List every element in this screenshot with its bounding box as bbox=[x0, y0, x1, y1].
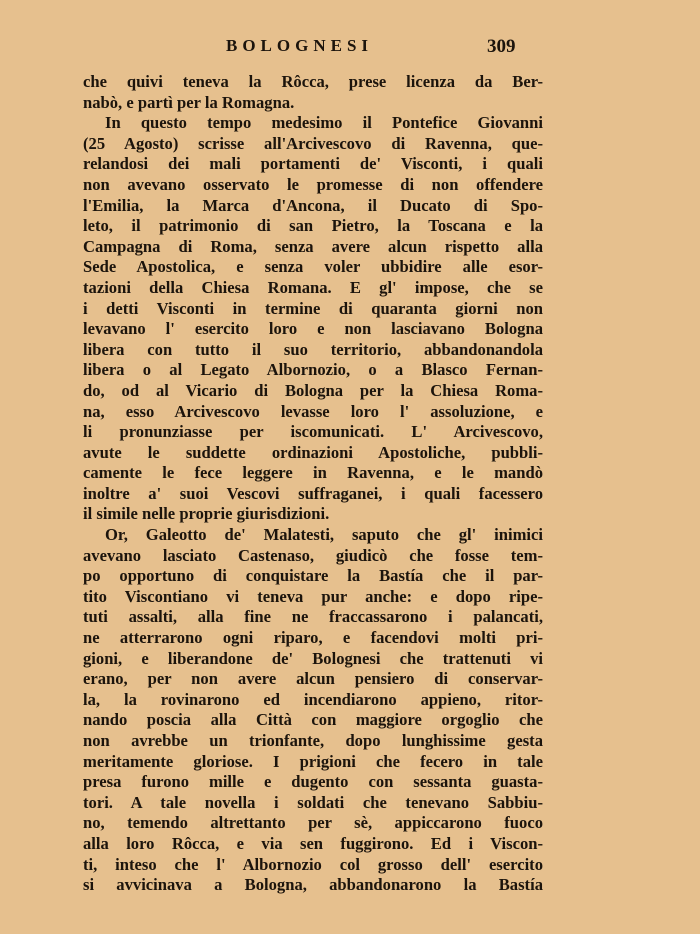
text-line: do, od al Vicario di Bologna per la Chiesa Roma- bbox=[83, 380, 543, 400]
text-line: tuti assalti, alla fine ne fraccassarono i palancati, bbox=[83, 607, 543, 627]
text-line: nando poscia alla Città con maggiore orgoglio che bbox=[83, 710, 543, 730]
text-line: non avrebbe un trionfante, dopo lunghissime gesta bbox=[83, 731, 543, 750]
text-line: tito Viscontiano vi teneva pur anche: e dopo ripe- bbox=[83, 586, 543, 606]
text-line: meritamente gloriose. I prigioni che fecero in tale bbox=[83, 751, 543, 771]
text-line: Sede Apostolica, e senza voler ubbidire alle esor- bbox=[83, 257, 543, 277]
text-line: avute le suddette ordinazioni Apostoliche, pubbli- bbox=[83, 442, 543, 462]
text-line: che quivi teneva la Rôcca, prese licenza da Ber- bbox=[83, 72, 543, 91]
text-line: In questo tempo medesimo il Pontefice Giovanni bbox=[105, 113, 543, 133]
text-line: gioni, e liberandone de' Bolognesi che trattenuti vi bbox=[83, 648, 543, 668]
text-line: (25 Agosto) scrisse all'Arcivescovo di Ravenna, que- bbox=[83, 133, 543, 153]
text-line: na, esso Arcivescovo levasse loro l' assoluzione, e bbox=[83, 401, 543, 421]
text-line: relandosi dei mali portamenti de' Visconti, i quali bbox=[83, 154, 543, 174]
text-line: si avvicinava a Bologna, abbandonarono la Bastía bbox=[83, 875, 543, 895]
text-line: li pronunziasse per iscomunicati. L' Arcivescovo, bbox=[83, 422, 543, 442]
text-line: il simile nelle proprie giurisdizioni. bbox=[83, 504, 330, 524]
text-line: alla loro Rôcca, e via sen fuggirono. Ed i Viscon- bbox=[83, 833, 543, 853]
text-line: avevano lasciato Castenaso, giudicò che fosse tem- bbox=[83, 545, 543, 565]
text-line: l'Emilia, la Marca d'Ancona, il Ducato di Spo- bbox=[83, 195, 543, 215]
text-line: ti, inteso che l' Albornozio col grosso dell' esercito bbox=[83, 854, 543, 874]
text-line: inoltre a' suoi Vescovi suffraganei, i quali facessero bbox=[83, 483, 543, 503]
text-line: presa furono mille e dugento con sessanta guasta- bbox=[83, 772, 543, 792]
text-line: nabò, e partì per la Romagna. bbox=[83, 92, 295, 112]
text-line: camente le fece leggere in Ravenna, e le mandò bbox=[83, 463, 543, 483]
text-line: i detti Visconti in termine di quaranta giorni non bbox=[83, 298, 543, 318]
text-line: no, temendo altrettanto per sè, appiccarono fuoco bbox=[83, 813, 543, 833]
text-line: po opportuno di conquistare la Bastía che il par- bbox=[83, 566, 543, 586]
running-title: BOLOGNESI bbox=[226, 36, 374, 55]
text-line: libera con tutto il suo territorio, abbandonandola bbox=[83, 339, 543, 359]
text-line: libera o al Legato Albornozio, o a Blasco Fernan- bbox=[83, 360, 543, 380]
text-line: leto, il patrimonio di san Pietro, la Toscana e la bbox=[83, 216, 543, 236]
text-line: tazioni della Chiesa Romana. E gl' impose, che se bbox=[83, 277, 543, 297]
body-text bbox=[83, 72, 543, 896]
text-line: levavano l' esercito loro e non lasciavano Bologna bbox=[83, 319, 543, 339]
text-line: tori. A tale novella i soldati che tenevano Sabbiu- bbox=[83, 792, 543, 812]
text-line: Or, Galeotto de' Malatesti, saputo che gl' inimici bbox=[105, 525, 543, 545]
text-line: erano, per non avere alcun pensiero di conservar- bbox=[83, 669, 543, 689]
text-line: ne atterrarono ogni riparo, e facendovi molti pri- bbox=[83, 628, 543, 648]
text-line: la, la rovinarono ed incendiarono appieno, ritor- bbox=[83, 689, 543, 709]
text-line: Campagna di Roma, senza avere alcun rispetto alla bbox=[83, 236, 543, 256]
page-number: 309 bbox=[487, 36, 516, 57]
text-line: non avevano osservato le promesse di non offendere bbox=[83, 174, 543, 194]
